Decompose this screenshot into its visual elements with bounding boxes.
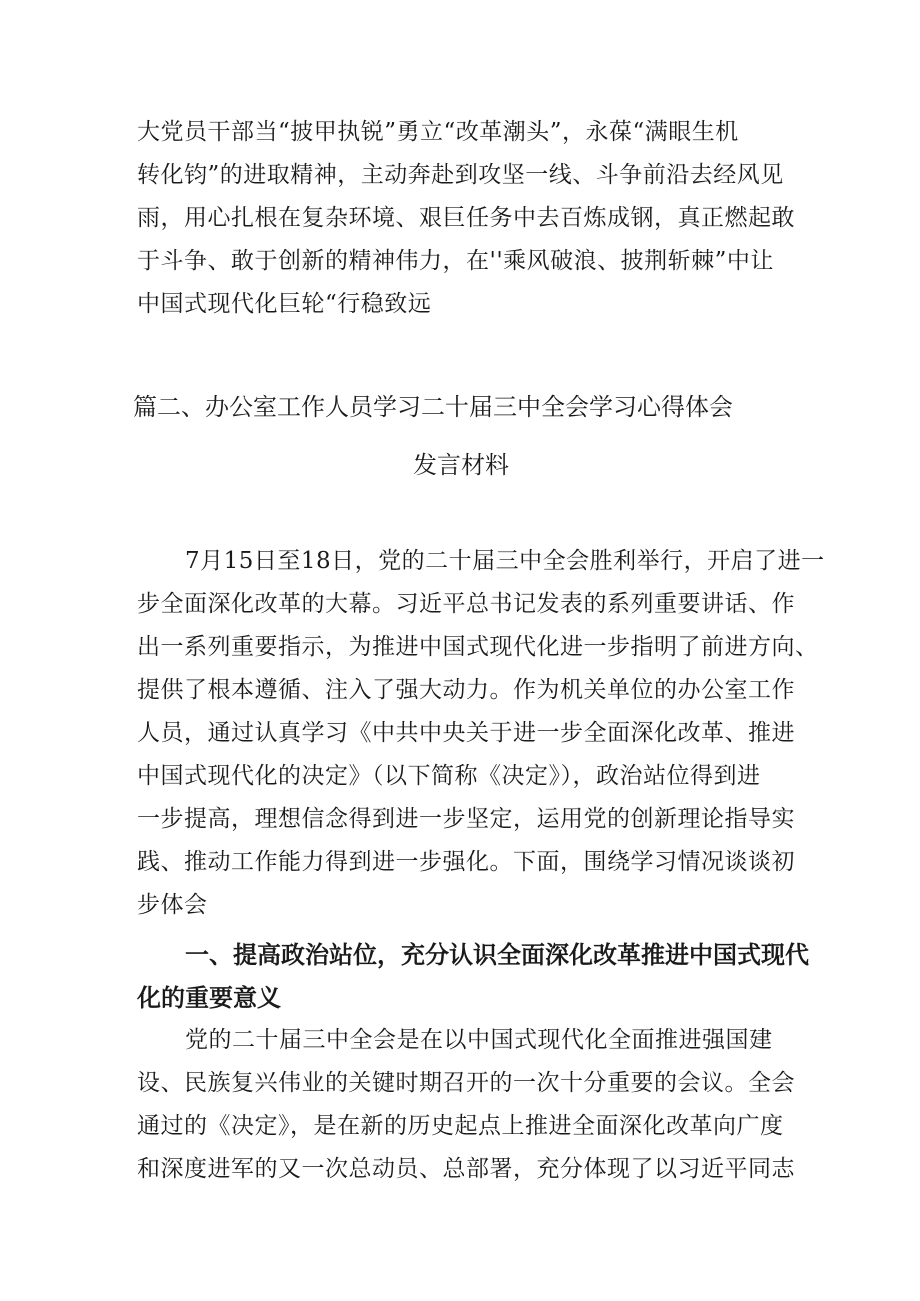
intro-line-4: 于斗争、敢于创新的精神伟力，在''乘风破浪、披荆斩棘”中让 bbox=[137, 248, 774, 274]
section-heading-line-1: 一、提高政治站位，充分认识全面深化改革推进中国式现代 bbox=[185, 941, 809, 969]
body1-line-4: 提供了根本遵循、注入了强大动力。作为机关单位的办公室工作 bbox=[137, 677, 795, 703]
article-title-line-2: 发言材料 bbox=[413, 451, 509, 479]
section-heading-line-2: 化的重要意义 bbox=[137, 984, 281, 1012]
intro-line-1: 大党员干部当“披甲执锐”勇立“改革潮头”，永葆“满眼生机 bbox=[137, 119, 739, 145]
body1-line-5: 人员，通过认真学习《中共中央关于进一步全面深化改革、推进 bbox=[137, 720, 795, 746]
body1-line-9: 步体会 bbox=[137, 892, 208, 918]
body2-line-1: 党的二十届三中全会是在以中国式现代化全面推进强国建 bbox=[185, 1027, 773, 1053]
body1-line-1: 7月15日至18日，党的二十届三中全会胜利举行，开启了进一 bbox=[185, 548, 825, 574]
body1-line-8: 践、推动工作能力得到进一步强化。下面，围绕学习情况谈谈初 bbox=[137, 849, 795, 875]
body1-line-7: 一步提高，理想信念得到进一步坚定，运用党的创新理论指导实 bbox=[137, 806, 795, 832]
intro-line-3: 雨，用心扎根在复杂环境、艰巨任务中去百炼成钢，真正燃起敢 bbox=[137, 205, 795, 231]
body2-line-4: 和深度进军的又一次总动员、总部署，充分体现了以习近平同志 bbox=[137, 1156, 795, 1182]
intro-line-2: 转化钧”的进取精神，主动奔赴到攻坚一线、斗争前沿去经风见 bbox=[137, 162, 784, 188]
body1-line-2: 步全面深化改革的大幕。习近平总书记发表的系列重要讲话、作 bbox=[137, 591, 795, 617]
body2-line-2: 设、民族复兴伟业的关键时期召开的一次十分重要的会议。全会 bbox=[137, 1070, 795, 1096]
body2-line-3: 通过的《决定》，是在新的历史起点上推进全面深化改革向广度 bbox=[137, 1113, 784, 1139]
intro-line-5: 中国式现代化巨轮“行稳致远 bbox=[137, 291, 432, 317]
body1-line-3: 出一系列重要指示，为推进中国式现代化进一步指明了前进方向、 bbox=[137, 634, 819, 660]
body1-line-6: 中国式现代化的决定》（以下简称《决定》），政治站位得到进 bbox=[137, 763, 761, 789]
article-title-line-1: 篇二、办公室工作人员学习二十届三中全会学习心得体会 bbox=[133, 393, 733, 421]
